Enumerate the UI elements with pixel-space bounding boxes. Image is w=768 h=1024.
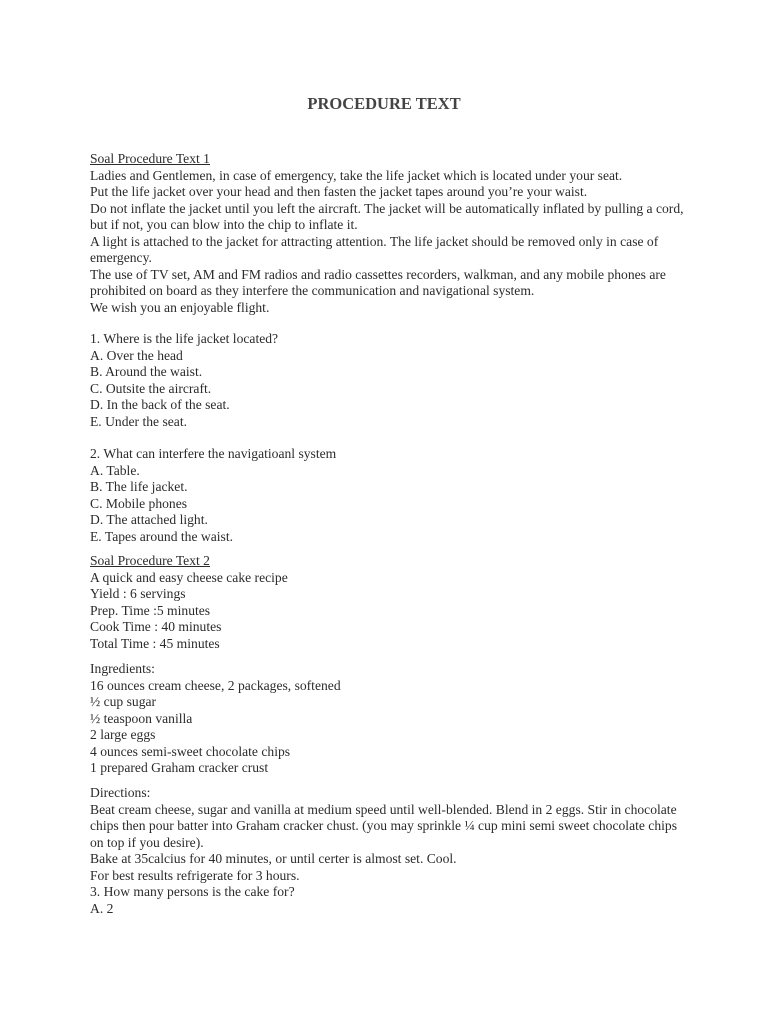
ingredients-list: [90, 661, 690, 777]
answer-option: D. The attached light.: [90, 512, 208, 527]
answer-option: C. Mobile phones: [90, 495, 188, 511]
answer-option: E. Under the seat.: [90, 413, 188, 429]
recipe-line: Prep. Time :5 minutes: [90, 602, 211, 618]
directions-heading: Directions:: [90, 785, 151, 800]
paragraph: Put the life jacket over your head and then fasten the jacket tapes around you’re your waist.: [90, 184, 588, 199]
question-text: 2. What can interfere the navigatioanl system: [90, 446, 337, 461]
question-text: 1. Where is the life jacket located?: [90, 331, 279, 346]
paragraph: The use of TV set, AM and FM radios and radio cassettes recorders, walkman, and any mobile phones are prohibited on board as they interfere the communication and navigational system.: [90, 266, 666, 298]
recipe-line: Yield : 6 servings: [90, 586, 186, 601]
recipe-line: Cook Time : 40 minutes: [90, 619, 222, 634]
ingredient-item: ½ teaspoon vanilla: [90, 710, 193, 726]
answer-option: D. In the back of the seat.: [90, 397, 230, 412]
directions: [90, 785, 690, 917]
question-text: 3. How many persons is the cake for?: [90, 884, 295, 899]
paragraph: Ladies and Gentlemen, in case of emergency, take the life jacket which is located under your seat.: [90, 167, 623, 183]
ingredients-heading: Ingredients:: [90, 661, 155, 676]
ingredient-item: 2 large eggs: [90, 727, 156, 742]
answer-option: E. Tapes around the waist.: [90, 528, 234, 544]
answer-option: A. 2: [90, 900, 114, 916]
section-heading: Soal Procedure Text 2: [90, 553, 210, 568]
paragraph: A light is attached to the jacket for attracting attention. The life jacket should be removed only in case of emergency.: [90, 233, 659, 265]
answer-option: A. Table.: [90, 462, 140, 478]
ingredient-item: ½ cup sugar: [90, 694, 157, 709]
procedure-text-2: [90, 553, 690, 652]
answer-option: A. Over the head: [90, 347, 183, 363]
question-2: [90, 446, 690, 545]
paragraph: For best results refrigerate for 3 hours.: [90, 867, 300, 883]
ingredient-item: 1 prepared Graham cracker crust: [90, 760, 269, 775]
ingredient-item: 4 ounces semi-sweet chocolate chips: [90, 743, 291, 759]
paragraph: Bake at 35calcius for 40 minutes, or until certer is almost set. Cool.: [90, 851, 457, 866]
paragraph: Beat cream cheese, sugar and vanilla at medium speed until well-blended. Blend in 2 eggs. Stir in chocolate chips then pour batter into Graham cracker chust. (you may sprinkle ¼ cup mini semi sweet chocolate chips on top if you desire).: [90, 801, 678, 850]
paragraph: Do not inflate the jacket until you left the aircraft. The jacket will be automatically inflated by pulling a cord, but if not, you can blow into the chip to inflate it.: [90, 200, 684, 232]
section-heading: Soal Procedure Text 1: [90, 151, 210, 166]
ingredient-item: 16 ounces cream cheese, 2 packages, softened: [90, 677, 341, 693]
recipe-line: A quick and easy cheese cake recipe: [90, 569, 288, 585]
page-title: PROCEDURE TEXT: [307, 94, 461, 113]
answer-option: B. Around the waist.: [90, 364, 203, 379]
question-1: [90, 331, 690, 430]
answer-option: C. Outsite the aircraft.: [90, 380, 212, 396]
procedure-text-1: [90, 151, 690, 316]
paragraph: We wish you an enjoyable flight.: [90, 299, 270, 315]
recipe-line: Total Time : 45 minutes: [90, 635, 220, 651]
answer-option: B. The life jacket.: [90, 479, 188, 494]
